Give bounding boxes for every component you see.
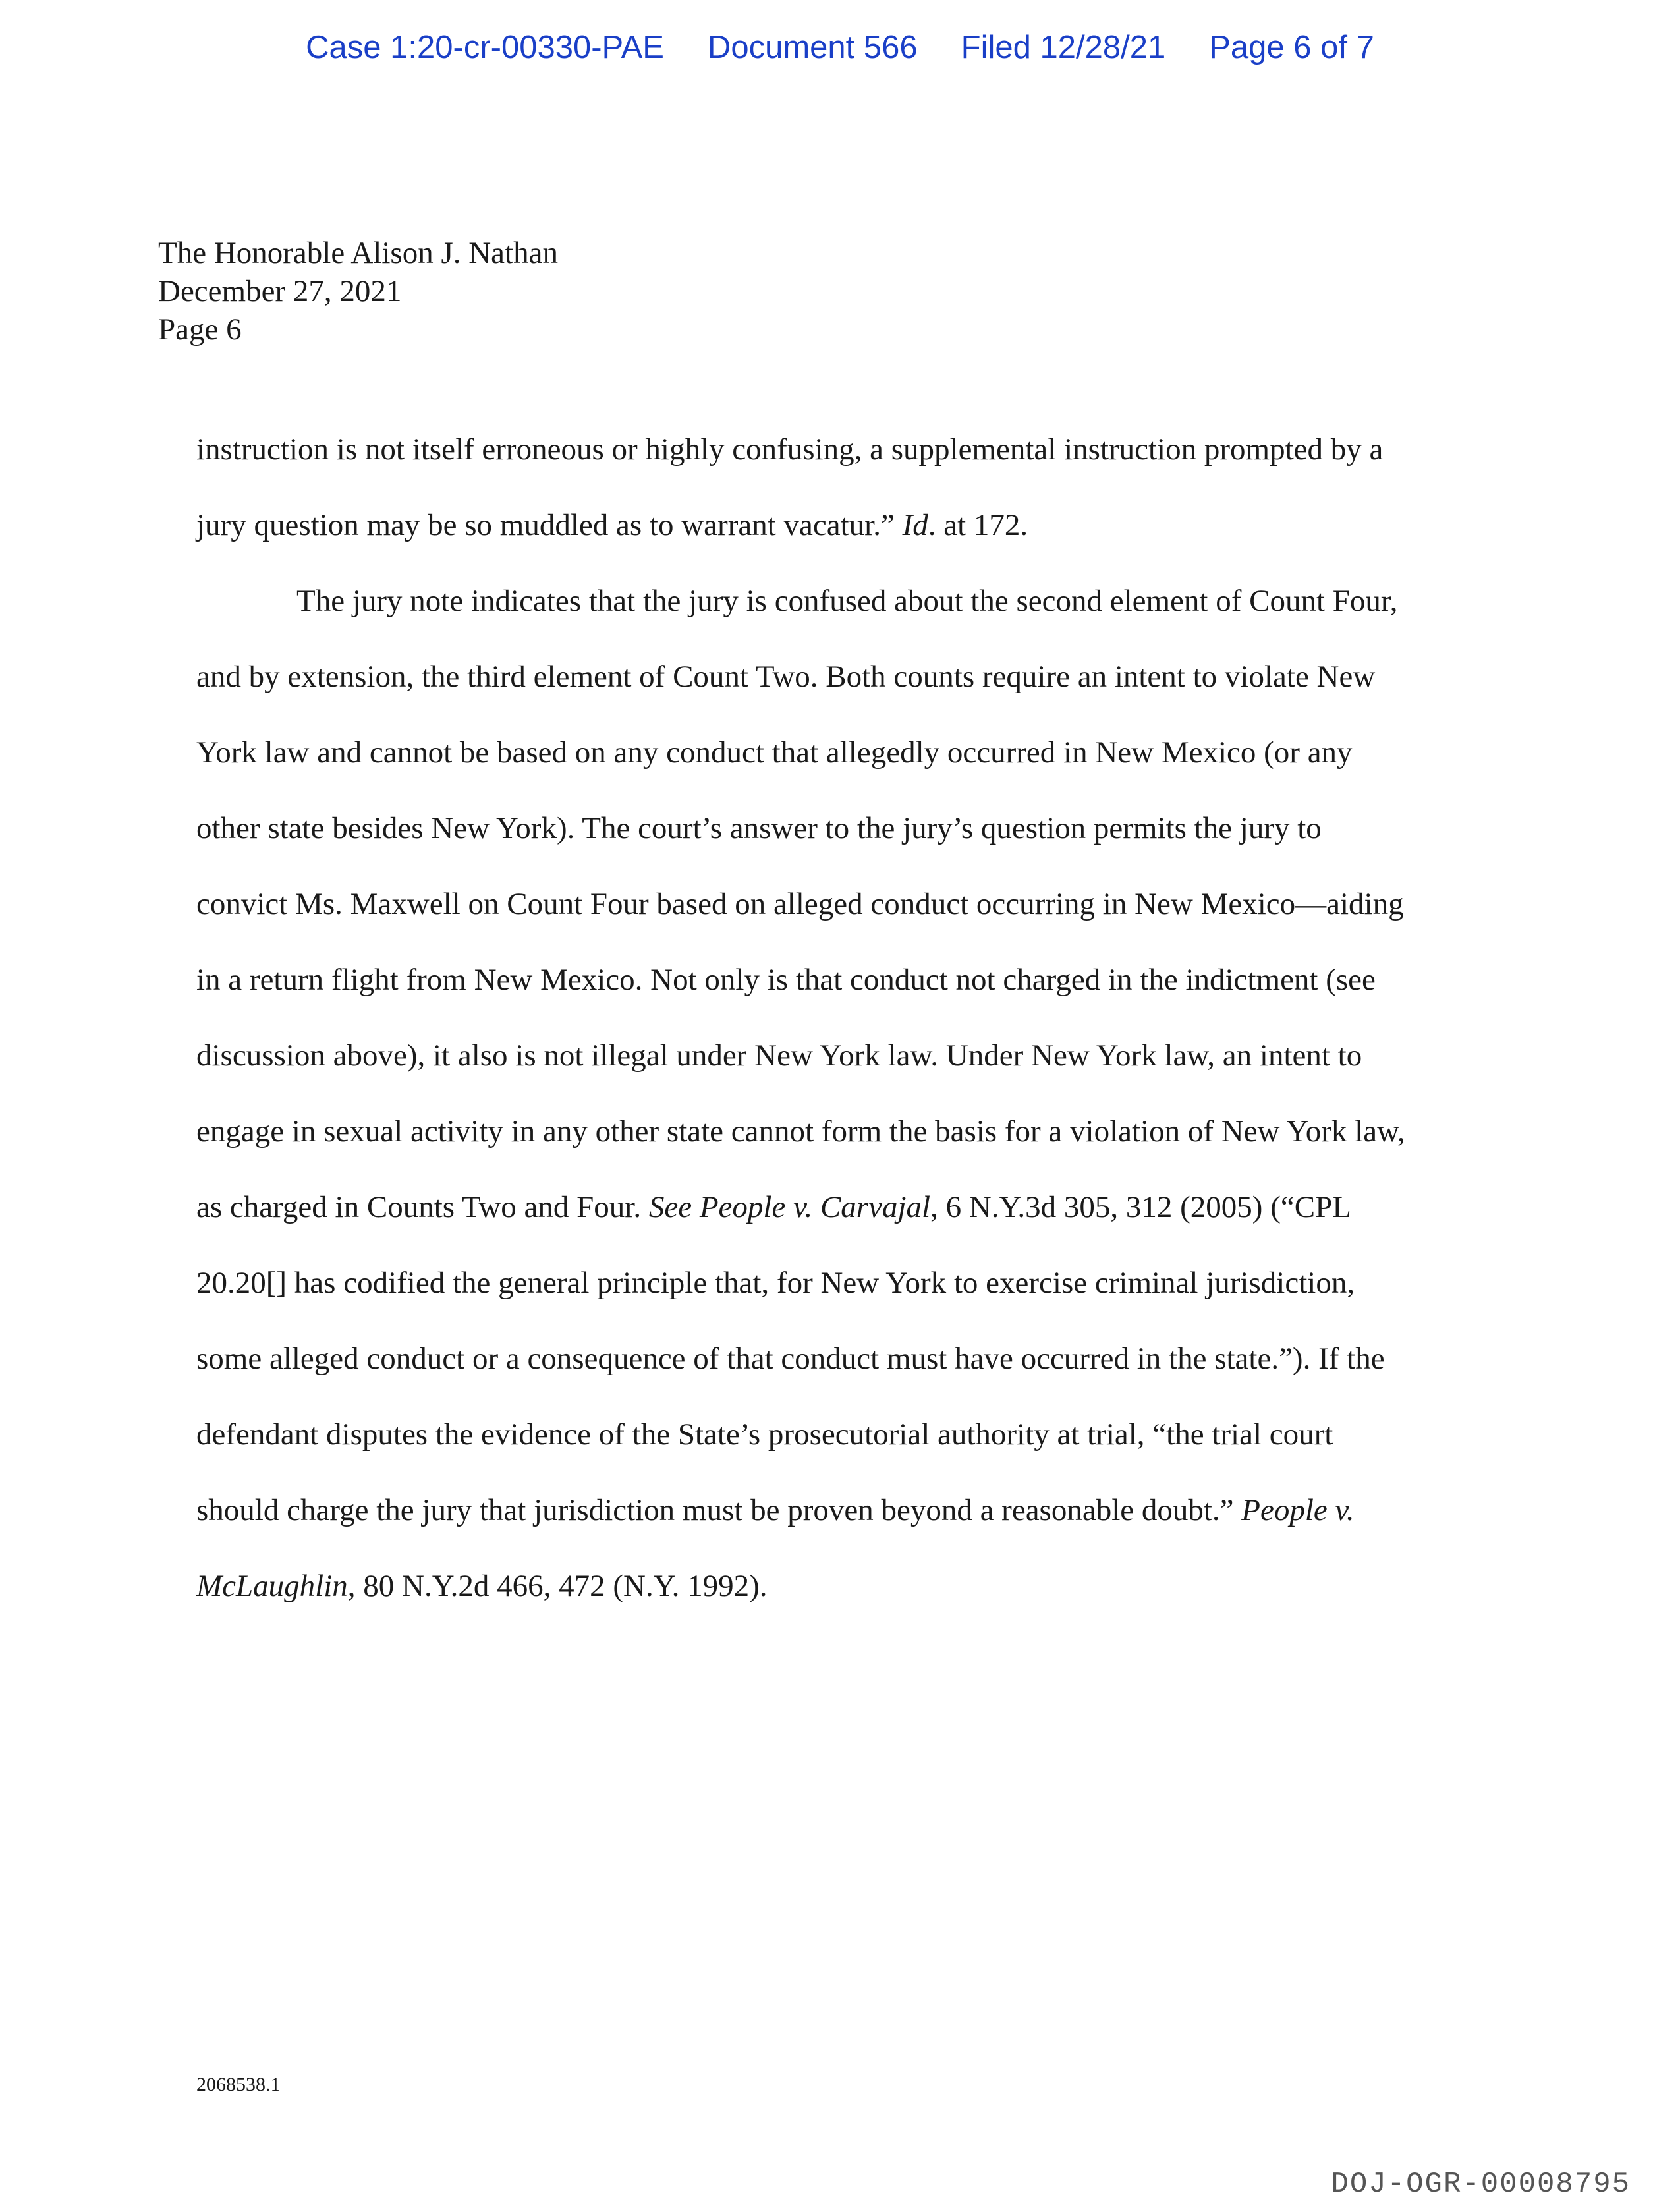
body-line: 20.20[] has codified the general principle that, for New York to exercise criminal jurisdiction, <box>196 1266 1355 1300</box>
body-text-run: , 80 N.Y.2d 466, 472 (N.Y. 1992). <box>347 1569 768 1603</box>
body-line: other state besides New York). The court’s answer to the jury’s question permits the jury to <box>196 811 1322 845</box>
body-line <box>196 1548 1507 1624</box>
body-line <box>196 1473 1507 1548</box>
paragraph-start: The jury note indicates that the jury is confused about the second element of Count Four, <box>296 584 1398 618</box>
body-line: defendant disputes the evidence of the State’s prosecutorial authority at trial, “the trial court <box>196 1417 1333 1452</box>
document-id-footer: 2068538.1 <box>196 2074 281 2095</box>
body-line: instruction is not itself erroneous or highly confusing, a supplemental instruction prompted by a <box>196 432 1384 467</box>
letter-heading <box>158 234 558 349</box>
letter-page-number: Page 6 <box>158 312 242 347</box>
citation-italic: People v. <box>1241 1493 1355 1527</box>
body-line <box>196 1170 1507 1245</box>
body-text-run: as charged in Counts Two and Four. <box>196 1190 649 1224</box>
document-number: Document 566 <box>707 30 918 65</box>
letter-body <box>196 412 1507 1624</box>
body-line: and by extension, the third element of Count Two. Both counts require an intent to violate New <box>196 660 1376 694</box>
body-line: York law and cannot be based on any conduct that allegedly occurred in New Mexico (or any <box>196 735 1353 770</box>
filed-date: Filed 12/28/21 <box>961 30 1166 65</box>
page-indicator: Page 6 of 7 <box>1209 30 1374 65</box>
body-line: discussion above), it also is not illegal under New York law. Under New York law, an intent to <box>196 1038 1362 1073</box>
body-text-run: , 6 N.Y.3d 305, 312 (2005) (“CPL <box>930 1190 1351 1224</box>
citation-italic: Id <box>902 508 928 542</box>
letter-date: December 27, 2021 <box>158 274 402 308</box>
body-line: in a return flight from New Mexico. Not only is that conduct not charged in the indictment (see <box>196 963 1376 997</box>
citation-italic: McLaughlin <box>196 1569 348 1603</box>
body-line: some alleged conduct or a consequence of that conduct must have occurred in the state.”). If the <box>196 1342 1385 1376</box>
bates-number: DOJ-OGR-00008795 <box>1331 2168 1631 2201</box>
body-line: convict Ms. Maxwell on Count Four based on alleged conduct occurring in New Mexico—aiding <box>196 887 1404 921</box>
case-number: Case 1:20-cr-00330-PAE <box>306 30 664 65</box>
body-line <box>196 488 1507 563</box>
ecf-filing-header <box>0 29 1680 66</box>
body-text-run: should charge the jury that jurisdiction must be proven beyond a reasonable doubt.” <box>196 1493 1242 1527</box>
addressee: The Honorable Alison J. Nathan <box>158 236 558 270</box>
citation-italic: See People v. Carvajal <box>648 1190 931 1224</box>
body-text-run: jury question may be so muddled as to warrant vacatur.” <box>196 508 903 542</box>
body-line: engage in sexual activity in any other state cannot form the basis for a violation of New York law, <box>196 1114 1405 1149</box>
body-text-run: . at 172. <box>928 508 1028 542</box>
